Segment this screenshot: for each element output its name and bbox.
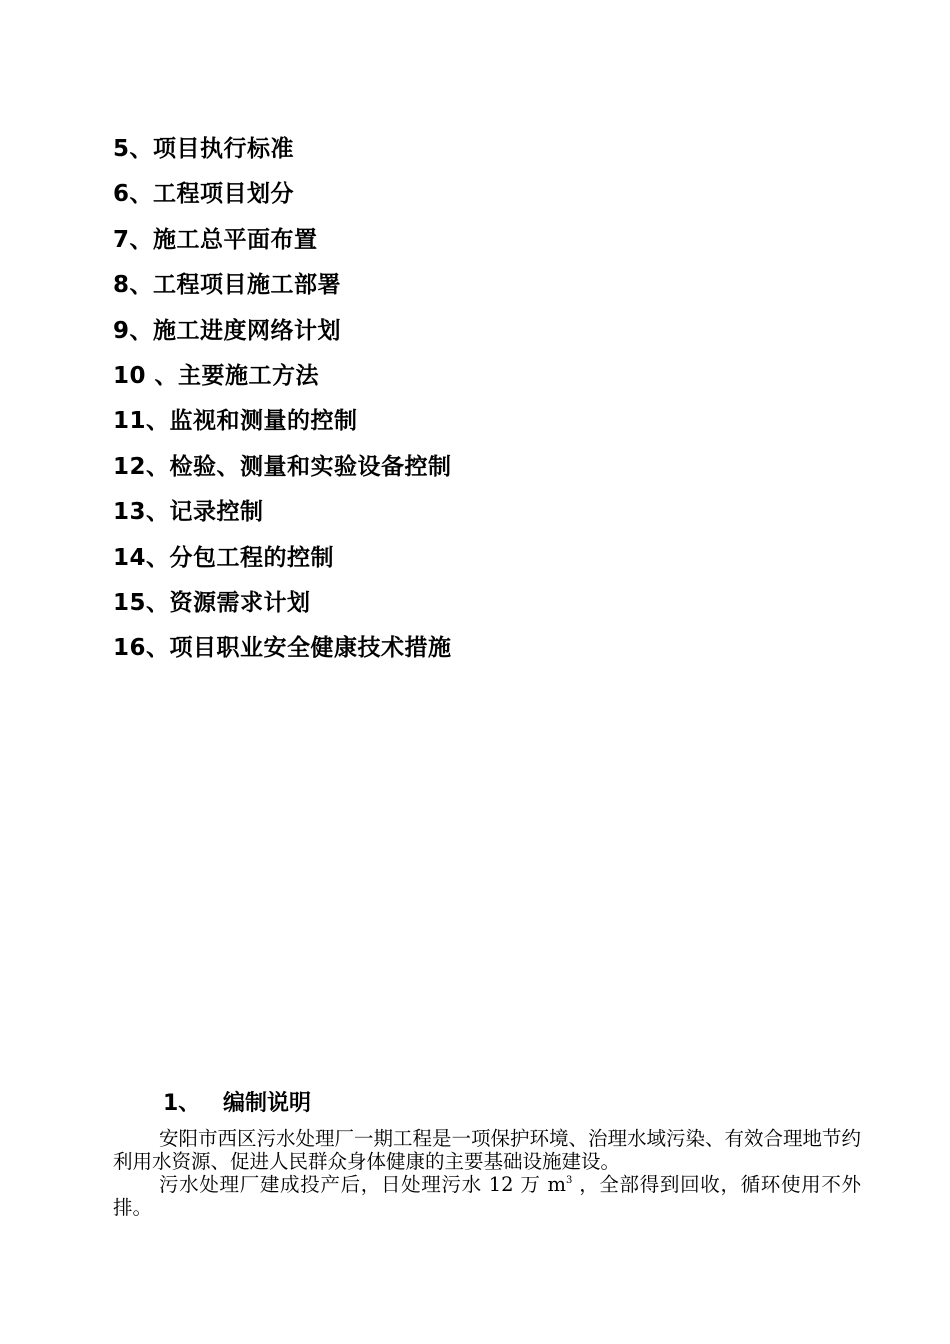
- toc-item: 15、资源需求计划: [113, 589, 311, 616]
- toc-item: 9、施工进度网络计划: [113, 317, 342, 344]
- section-body: [113, 1127, 861, 1219]
- toc-item: 14、分包工程的控制: [113, 544, 335, 571]
- toc-item: 16、项目职业安全健康技术措施: [113, 635, 452, 662]
- toc-item: 11、监视和测量的控制: [113, 408, 358, 435]
- paragraph-text: ，全部得到回收，循环使用不外排。: [113, 1173, 862, 1219]
- paragraph: 安阳市西区污水处理厂一期工程是一项保护环境、治理水域污染、有效合理地节约利用水资源、促进人民群众身体健康的主要基础设施建设。: [113, 1127, 862, 1173]
- section-title: 编制说明: [223, 1091, 312, 1116]
- toc-item: 8、工程项目施工部署: [113, 272, 342, 299]
- superscript: 3: [565, 1175, 573, 1186]
- table-of-contents: [113, 129, 452, 674]
- toc-item: 12、检验、测量和实验设备控制: [113, 453, 452, 480]
- paragraph: [113, 1173, 861, 1219]
- toc-item: 13、记录控制: [113, 499, 264, 526]
- section-heading: [163, 1085, 311, 1123]
- toc-item: 5、项目执行标准: [113, 136, 295, 162]
- toc-item: 10 、主要施工方法: [113, 362, 320, 389]
- toc-item: 7、施工总平面布置: [113, 226, 318, 253]
- toc-item: 6、工程项目划分: [113, 181, 295, 208]
- section-number: 1、: [163, 1091, 201, 1116]
- paragraph-text: 污水处理厂建成投产后，日处理污水 12 万 m: [159, 1173, 566, 1196]
